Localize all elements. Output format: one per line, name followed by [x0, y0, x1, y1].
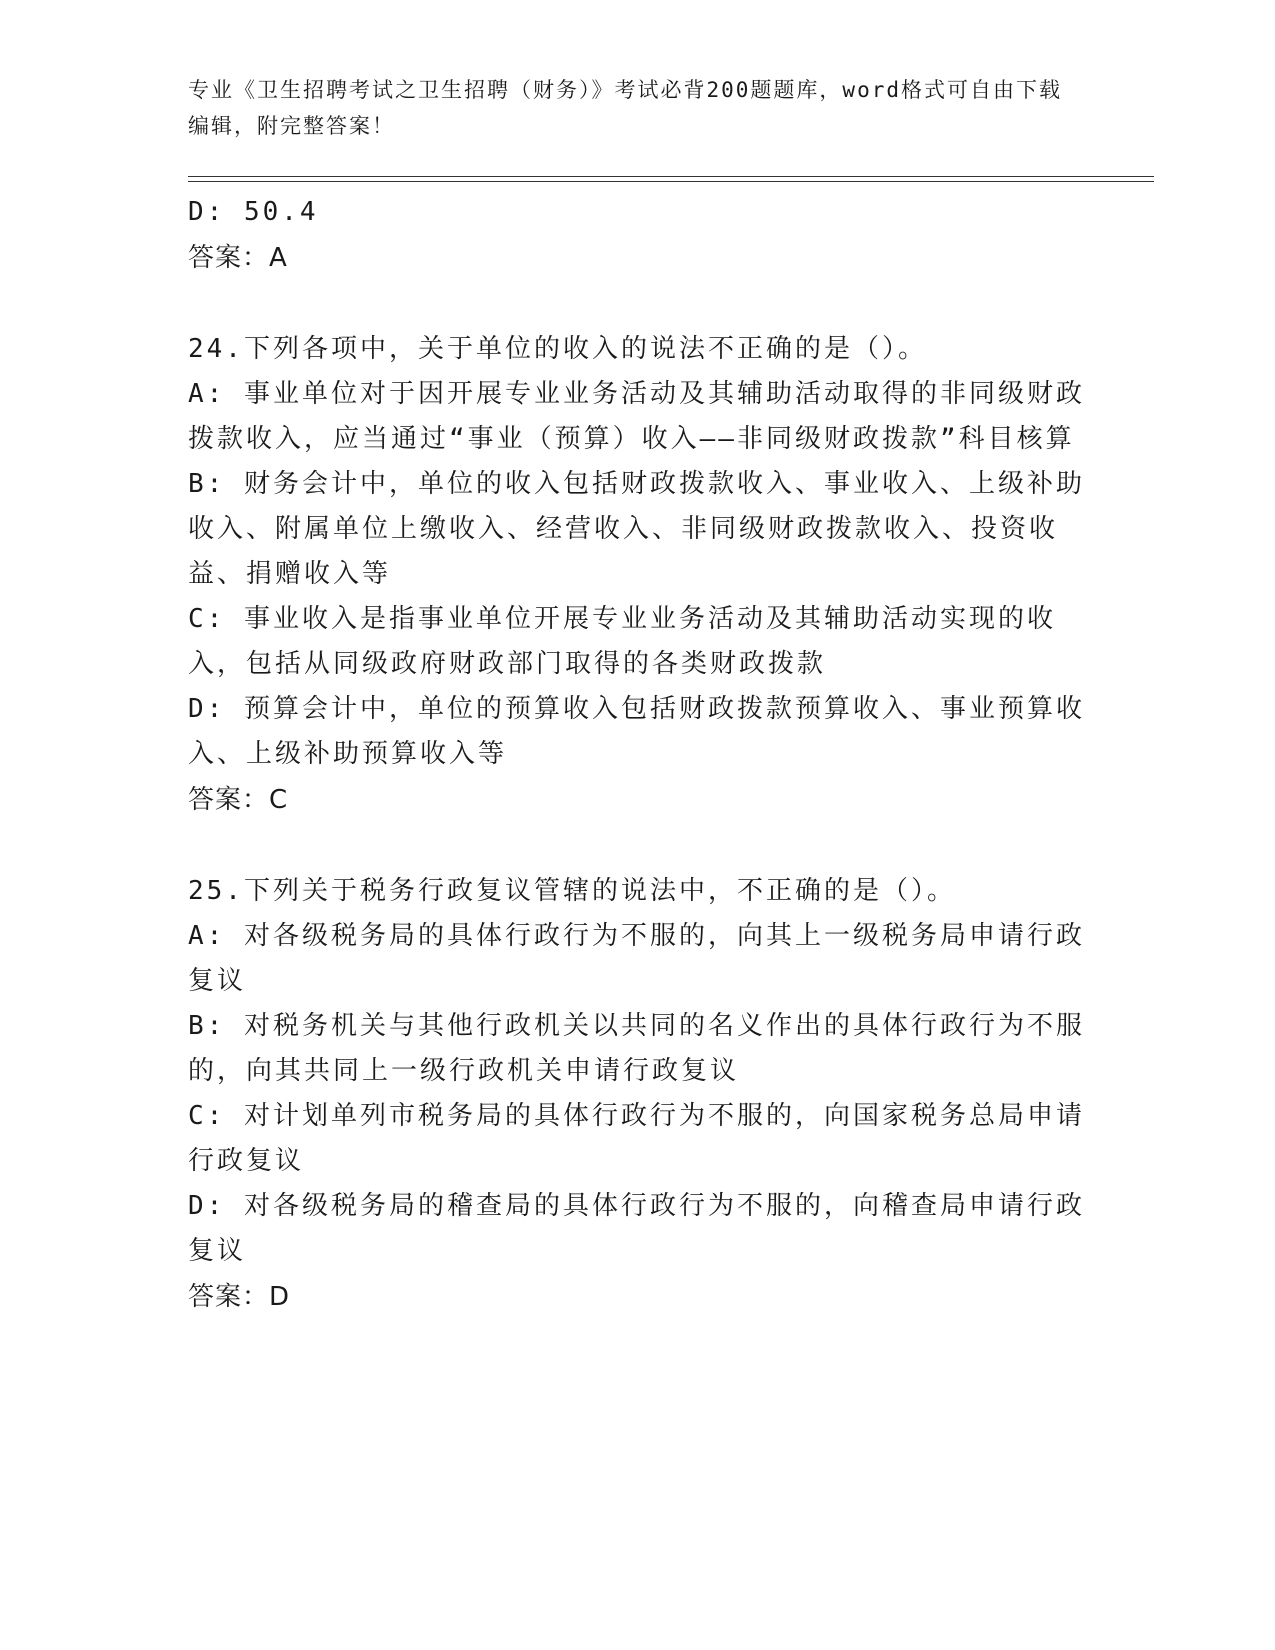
spacer [188, 823, 1088, 869]
spacer [188, 281, 1088, 327]
option-b: B: 对税务机关与其他行政机关以共同的名义作出的具体行政行为不服的，向其共同上一级行政机关申请行政复议 [188, 1011, 1085, 1086]
option-d: D: 50.4 [188, 197, 319, 227]
answer-line: 答案：A [188, 243, 288, 273]
page-header [188, 72, 1068, 144]
header-divider-top [188, 176, 1154, 177]
option-d: D: 预算会计中，单位的预算收入包括财政拨款预算收入、事业预算收入、上级补助预算收入等 [188, 694, 1085, 769]
question-block-24 [188, 327, 1088, 823]
option-a: A: 事业单位对于因开展专业业务活动及其辅助活动取得的非同级财政拨款收入，应当通过“事业（预算）收入——非同级财政拨款”科目核算 [188, 379, 1085, 454]
option-b: B: 财务会计中，单位的收入包括财政拨款收入、事业收入、上级补助收入、附属单位上缴收入、经营收入、非同级财政拨款收入、投资收益、捐赠收入等 [188, 469, 1085, 589]
option-a: A: 对各级税务局的具体行政行为不服的，向其上一级税务局申请行政复议 [188, 921, 1085, 996]
question-stem: 25.下列关于税务行政复议管辖的说法中，不正确的是（）。 [188, 876, 956, 906]
answer-line: 答案：D [188, 1282, 291, 1312]
question-block-25 [188, 869, 1088, 1320]
option-c: C: 对计划单列市税务局的具体行政行为不服的，向国家税务总局申请行政复议 [188, 1101, 1085, 1176]
option-d: D: 对各级税务局的稽查局的具体行政行为不服的，向稽查局申请行政复议 [188, 1191, 1085, 1266]
header-text: 专业《卫生招聘考试之卫生招聘（财务）》考试必背200题题库，word格式可自由下载编辑，附完整答案！ [188, 78, 1062, 138]
document-body [188, 190, 1088, 1320]
question-block-23-tail [188, 190, 1088, 281]
answer-line: 答案：C [188, 785, 289, 815]
option-c: C: 事业收入是指事业单位开展专业业务活动及其辅助活动实现的收入，包括从同级政府财政部门取得的各类财政拨款 [188, 604, 1056, 679]
question-stem: 24.下列各项中，关于单位的收入的说法不正确的是（）。 [188, 334, 927, 364]
header-divider-bottom [188, 181, 1154, 182]
